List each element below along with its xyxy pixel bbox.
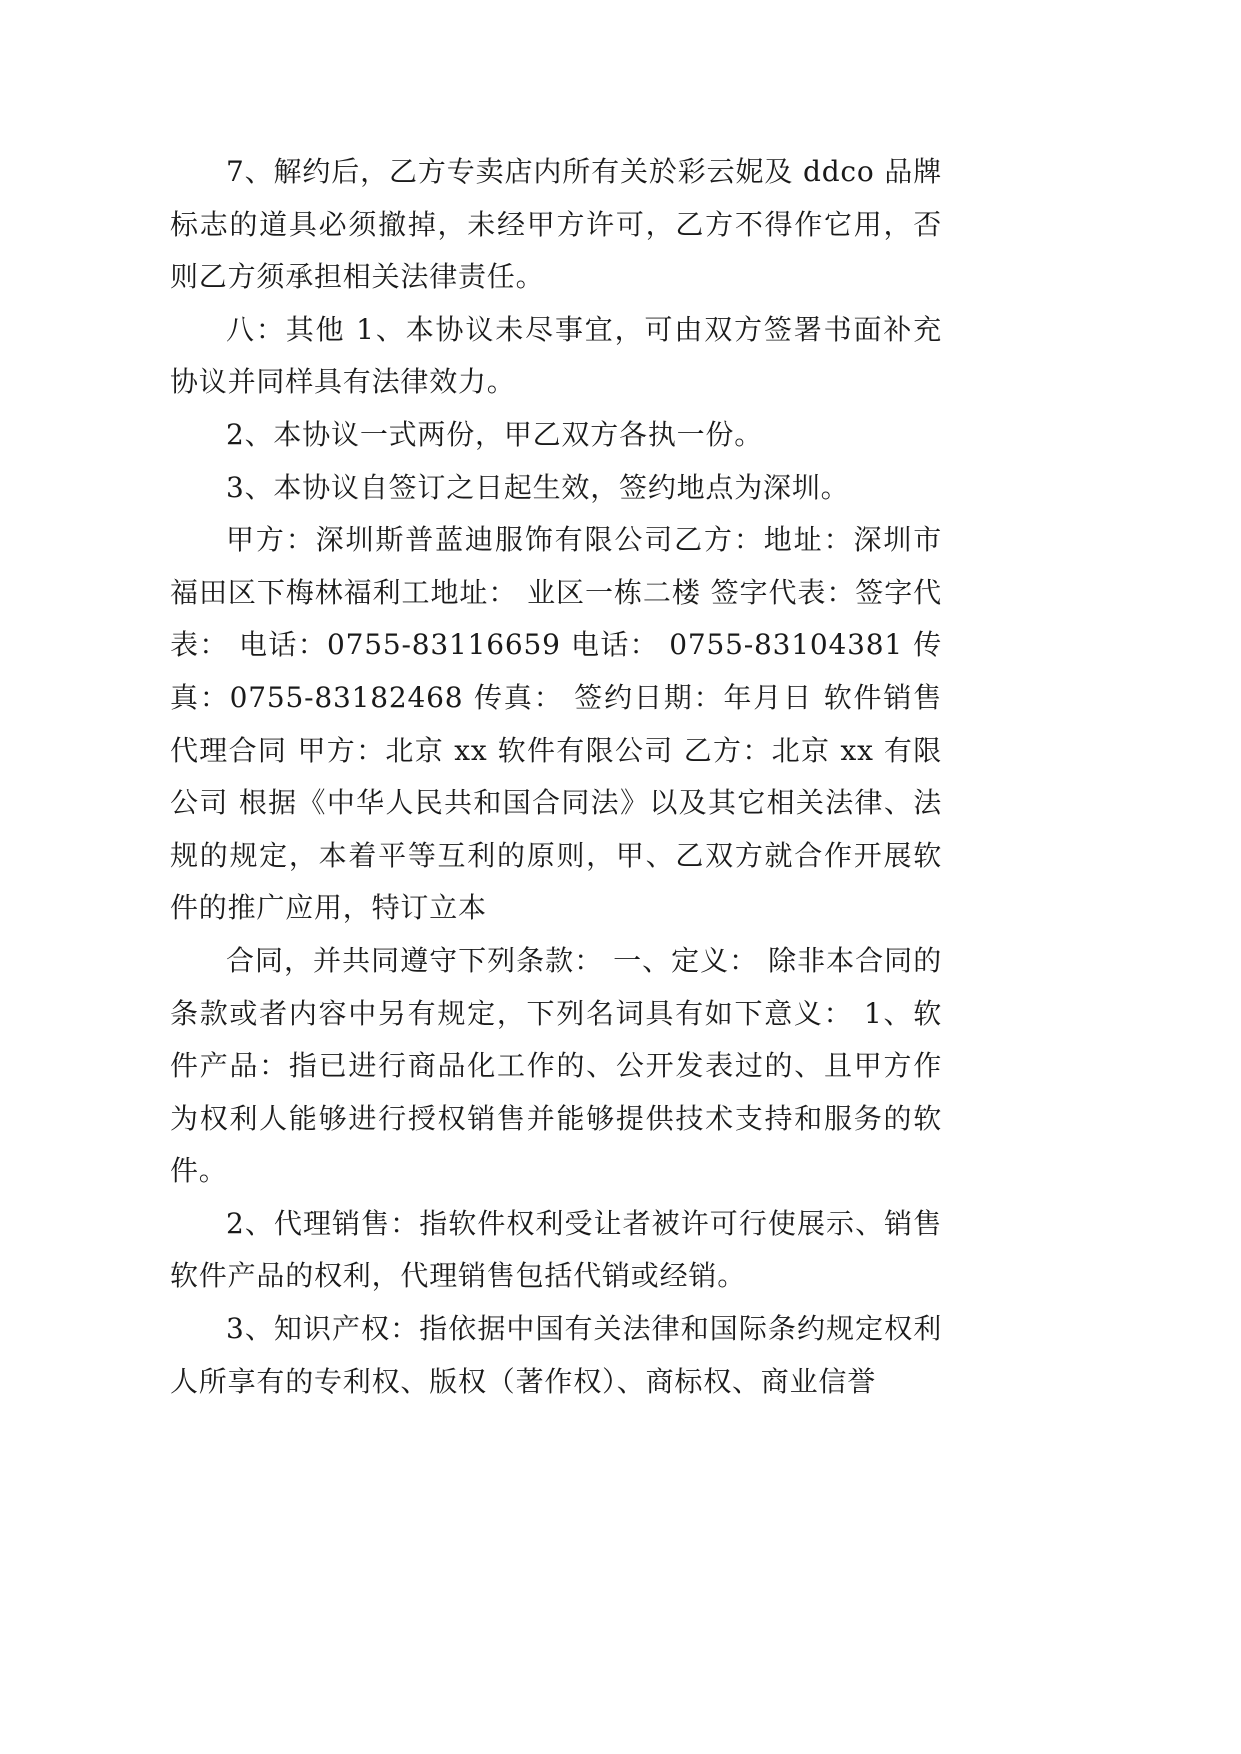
paragraph-other-clause-1: 八：其他 1、本协议未尽事宜，可由双方签署书面补充协议并同样具有法律效力。	[170, 312, 942, 399]
paragraph-parties-and-contract-intro: 甲方：深圳斯普蓝迪服饰有限公司乙方：地址：深圳市福田区下梅林福利工地址： 业区一栋二楼 签字代表：签字代表： 电话：0755-83116659 电话： 0755-83104381 传真：0755-83182468 传真： 签约日期：年月日 软件销售代理合同 甲方：北京 xx 软件有限公司 乙方：北京 xx 有限公司 根据《中华人民共和国合同法》以及其它相关法律、法规的规定，本着平等互利的原则，甲、乙双方就合作开展软件的推广应用，特订立本	[170, 523, 942, 925]
paragraph-definitions-intellectual-property: 3、知识产权：指依据中国有关法律和国际条约规定权利人所享有的专利权、版权（著作权）、商标权、商业信誉	[170, 1312, 942, 1398]
document-body	[170, 146, 942, 1408]
paragraph-definitions-software-product: 合同，并共同遵守下列条款： 一、定义： 除非本合同的条款或者内容中另有规定，下列名词具有如下意义： 1、软件产品：指已进行商品化工作的、公开发表过的、且甲方作为权利人能够进行授权销售并能够提供技术支持和服务的软件。	[170, 943, 942, 1188]
paragraph-termination-clause-7: 7、解约后，乙方专卖店内所有关於彩云妮及 ddco 品牌标志的道具必须撤掉，未经甲方许可，乙方不得作它用，否则乙方须承担相关法律责任。	[170, 155, 942, 294]
paragraph-other-clause-2: 2、本协议一式两份，甲乙双方各执一份。	[226, 417, 764, 451]
paragraph-other-clause-3: 3、本协议自签订之日起生效，签约地点为深圳。	[226, 470, 850, 504]
paragraph-definitions-agency-sales: 2、代理销售：指软件权利受让者被许可行使展示、销售软件产品的权利，代理销售包括代销或经销。	[170, 1206, 942, 1293]
